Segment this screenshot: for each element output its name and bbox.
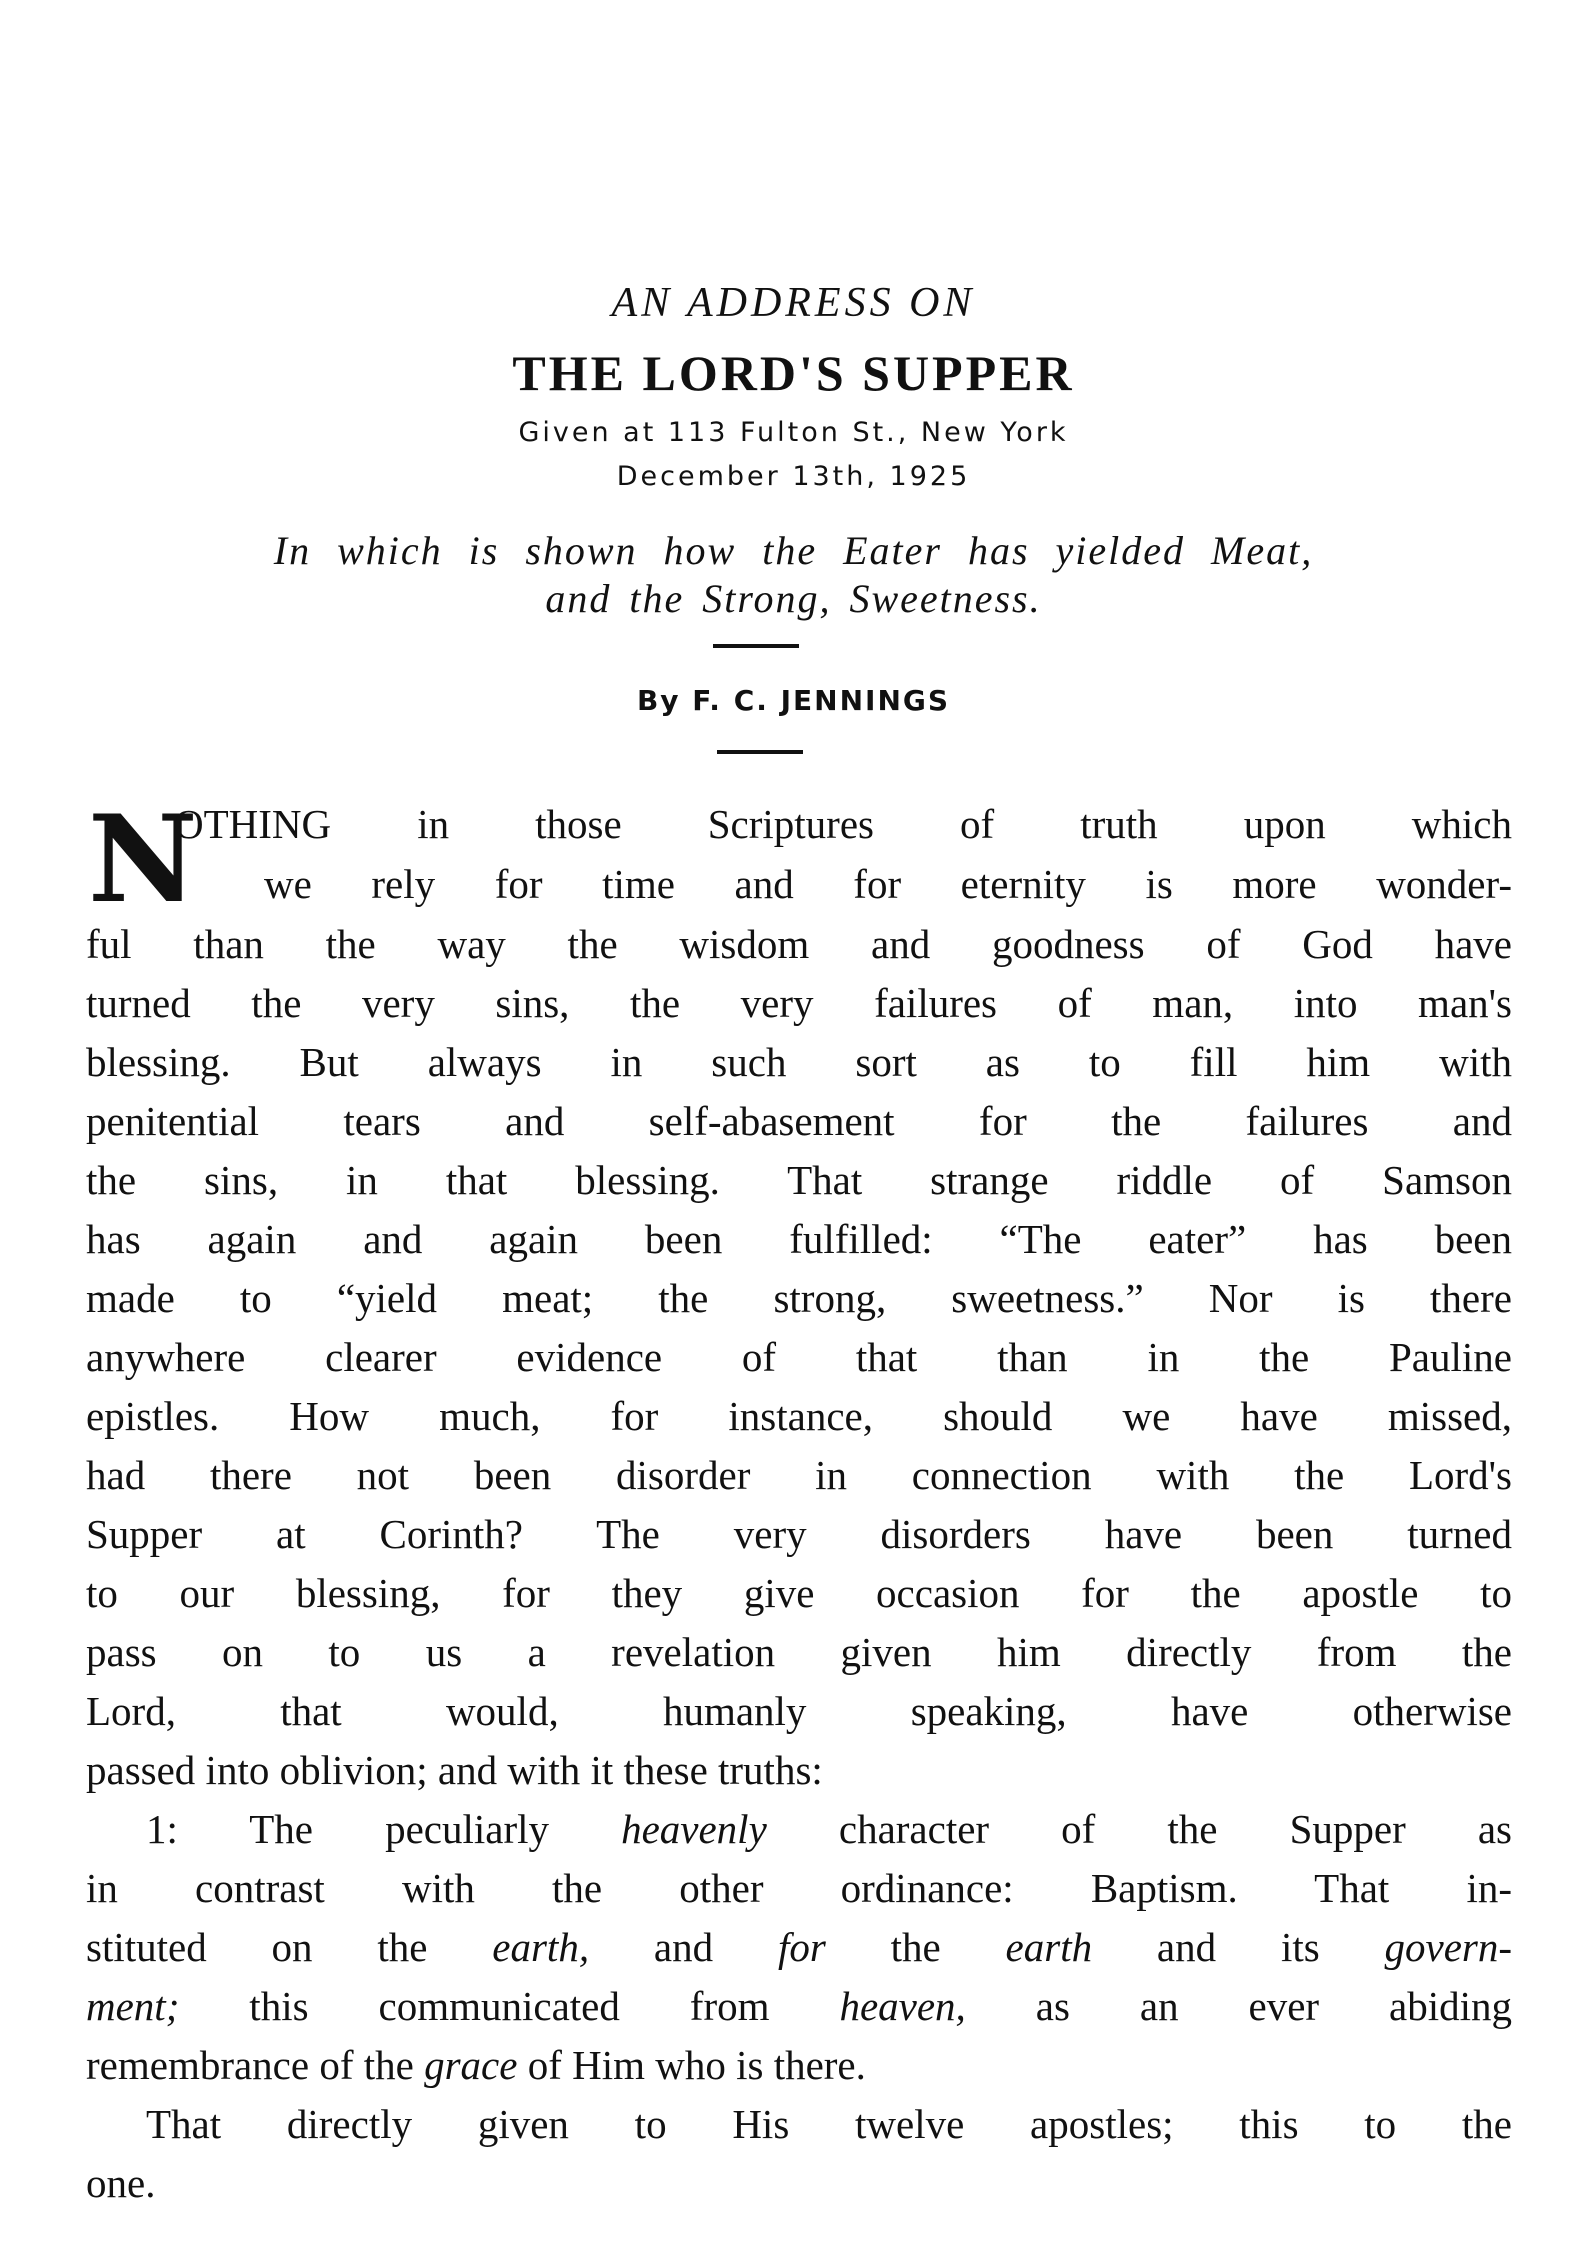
date-line: December 13th, 1925 [616, 461, 971, 492]
body-line: OTHING in those Scriptures of truth upon which [174, 801, 1512, 847]
point-1-line-5 [86, 2041, 1512, 2089]
body-line: epistles. How much, for instance, should we have missed, [86, 1393, 1512, 1439]
text-span: this communicated from [179, 1983, 840, 2029]
body-line: blessing. But always in such sort as to fill him with [86, 1039, 1512, 1085]
body-line: to our blessing, for they give occasion for the apostle to [86, 1570, 1512, 1616]
pre-title: AN ADDRESS ON [611, 280, 976, 326]
text-span: 1: The peculiarly [146, 1806, 622, 1852]
body-line: Supper at Corinth? The very disorders have been turned [86, 1511, 1512, 1557]
emphasis-heavenly: heavenly [621, 1806, 767, 1852]
closing-line-2: one. [86, 2160, 156, 2206]
body-line: Lord, that would, humanly speaking, have otherwise [86, 1688, 1512, 1734]
body-line: penitential tears and self-abasement for the failures and [86, 1098, 1512, 1144]
subtitle-line-2: and the Strong, Sweetness. [545, 576, 1042, 621]
text-span: the [825, 1924, 1006, 1970]
closing-line-1: That directly given to His twelve apostles; this to the [146, 2101, 1512, 2147]
body-line: turned the very sins, the very failures of man, into man's [86, 980, 1512, 1026]
author-byline: By F. C. JENNINGS [636, 684, 951, 717]
emphasis-heaven: heaven, [839, 1983, 966, 2029]
text-span: and [589, 1924, 778, 1970]
text-span: and its [1092, 1924, 1385, 1970]
point-1-line-2: in contrast with the other ordinance: Baptism. That in- [86, 1865, 1512, 1911]
text-span: stituted on the [86, 1924, 493, 1970]
body-line: pass on to us a revelation given him directly from the [86, 1629, 1512, 1675]
divider-rule-top [713, 644, 799, 648]
body-line: anywhere clearer evidence of that than in the Pauline [86, 1334, 1512, 1380]
text-span: character of the Supper as [766, 1806, 1512, 1852]
emphasis-earth: earth, [492, 1924, 590, 1970]
point-1-line-4 [86, 1982, 1512, 2030]
page-title: THE LORD'S SUPPER [512, 345, 1075, 401]
text-span: remembrance of the [86, 2042, 425, 2088]
body-line: has again and again been fulfilled: “The eater” has been [86, 1216, 1512, 1262]
body-line: made to “yield meat; the strong, sweetness.” Nor is there [86, 1275, 1512, 1321]
body-line: we rely for time and for eternity is more wonder- [264, 861, 1512, 907]
body-line: passed into oblivion; and with it these truths: [86, 1747, 823, 1793]
emphasis-government: govern- [1384, 1924, 1513, 1970]
text-span: of Him who is there. [517, 2042, 866, 2088]
emphasis-for: for [777, 1924, 826, 1970]
point-1-line-3 [86, 1923, 1512, 1971]
body-line: ful than the way the wisdom and goodness of God have [86, 921, 1512, 967]
divider-rule-bottom [717, 750, 803, 754]
body-line: had there not been disorder in connection with the Lord's [86, 1452, 1512, 1498]
venue-line: Given at 113 Fulton St., New York [518, 417, 1069, 448]
emphasis-ment: ment; [86, 1983, 180, 2029]
emphasis-earth: earth [1005, 1924, 1093, 1970]
text-span: as an ever abiding [965, 1983, 1512, 2029]
point-1-line-1 [146, 1805, 1512, 1853]
drop-cap: N [88, 789, 198, 930]
emphasis-grace: grace [424, 2042, 518, 2088]
subtitle-line-1: In which is shown how the Eater has yielded Meat, [273, 528, 1314, 573]
body-line: the sins, in that blessing. That strange riddle of Samson [86, 1157, 1512, 1203]
